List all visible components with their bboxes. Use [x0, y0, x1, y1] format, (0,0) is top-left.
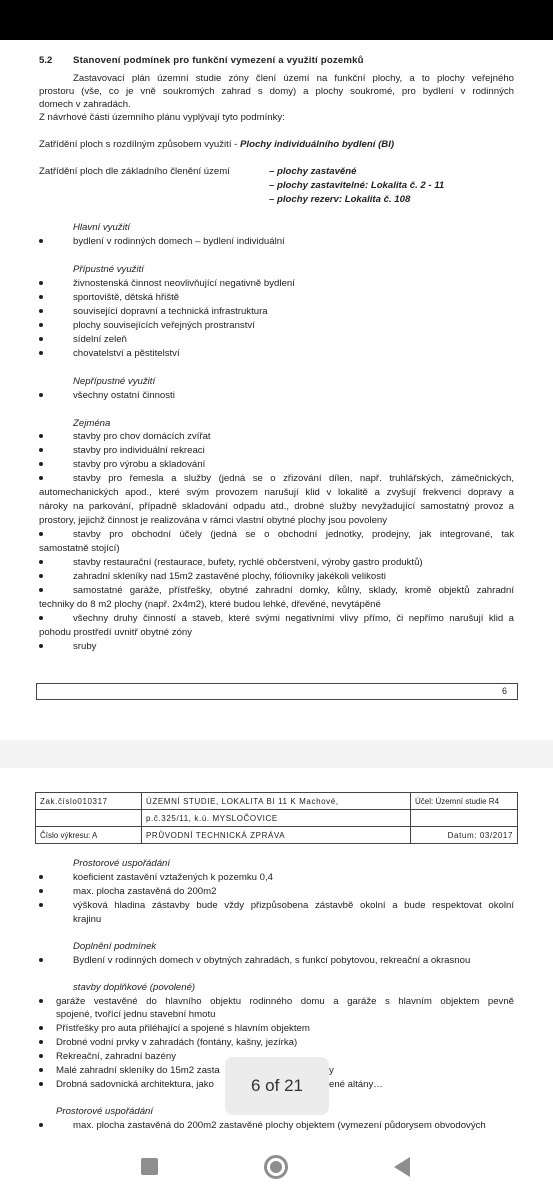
extra-item-tail: y	[329, 1065, 334, 1076]
especially-item: sruby	[73, 641, 97, 652]
zak-cislo: Zak.číslo010317	[36, 793, 142, 810]
extra-item-cont: spojené, tvořící jednu stavební hmotu	[56, 1009, 216, 1020]
allowed-item: související dopravní a technická infrastruktura	[73, 306, 268, 317]
bullet	[39, 462, 43, 466]
spatial2-heading: Prostorové uspořádání	[56, 1106, 154, 1117]
page-number: 6	[501, 686, 507, 696]
bullet	[39, 1082, 43, 1086]
page-indicator: 6 of 21	[225, 1057, 329, 1115]
especially-item-cont: nároky na parkování, případně skladování odpadu atd., drobné služby nevyžadující samostatný provoz a	[39, 501, 514, 512]
status-bar	[0, 0, 553, 40]
especially-item: samostatné garáže, přístřešky, obytné zahradní domky, kůlny, sklady, kromě objektů zahradní	[73, 585, 514, 596]
additional-item: Bydlení v rodinných domech v obytných zahradách, s funkcí pobytovou, rekreační a okrasnou	[73, 955, 471, 966]
header-purpose: Účel: Územní studie R4	[411, 793, 518, 810]
bullet	[39, 958, 43, 962]
bullet	[39, 434, 43, 438]
bullet	[39, 875, 43, 879]
bullet	[39, 323, 43, 327]
bullet	[39, 560, 43, 564]
page-footer	[36, 683, 518, 700]
intro-line: Z návrhové části územního plánu vyplývají tyto podmínky:	[39, 112, 285, 123]
especially-item-cont: automechanických apod., které svým provozem narušují klid v lokalitě a zvyšují frekvenci dopravy a	[39, 487, 514, 498]
extra-item: garáže vestavěné do hlavního objektu rodinného domu a garáže s hlavním objektem pevně	[56, 996, 514, 1007]
bullet	[39, 1068, 43, 1072]
bullet	[39, 351, 43, 355]
especially-item-cont: pohodu prostředí uvnitř obytné zóny	[39, 627, 193, 638]
document-page-6	[0, 40, 553, 740]
header-datum: Datum: 03/2017	[411, 827, 518, 844]
forbidden-heading: Nepřípustné využití	[73, 376, 156, 387]
bullet	[39, 1123, 43, 1127]
bullet	[39, 1054, 43, 1058]
section-title: Stanovení podmínek pro funkční vymezení a využití pozemků	[73, 55, 364, 66]
bullet	[39, 337, 43, 341]
especially-item: stavby pro řemesla a služby (jedná se o zřizování dílen, např. truhlářských, zámečnických,	[73, 473, 514, 484]
bullet	[39, 644, 43, 648]
especially-heading: Zejména	[73, 418, 111, 429]
spatial-heading: Prostorové uspořádání	[73, 858, 171, 869]
bullet	[39, 532, 43, 536]
circle-icon[interactable]	[264, 1155, 288, 1179]
extra-item: Drobné vodní prvky v zahradách (fontány, kašny, jezírka)	[56, 1037, 298, 1048]
spatial-item: výšková hladina zástavby bude vždy přizpůsobena zástavbě okolní a bude respektovat okolní	[73, 900, 514, 911]
square-icon[interactable]	[141, 1158, 158, 1175]
allowed-item: plochy souvisejících veřejných prostranství	[73, 320, 255, 331]
page-gap	[0, 740, 553, 768]
bullet	[39, 588, 43, 592]
spatial-item: max. plocha zastavěná do 200m2	[73, 886, 217, 897]
header-title-1: ÚZEMNÍ STUDIE, LOKALITA BI 11 K Machové,	[142, 793, 411, 810]
allowed-item: chovatelství a pěstitelství	[73, 348, 180, 359]
bullet	[39, 281, 43, 285]
bullet	[39, 999, 43, 1003]
forbidden-item: všechny ostatní činnosti	[73, 390, 175, 401]
extra-item: Drobná sadovnická architektura, jako	[56, 1079, 214, 1090]
allowed-item: sportoviště, dětská hřiště	[73, 292, 180, 303]
especially-item: stavby pro individuální rekreaci	[73, 445, 205, 456]
especially-item: zahradní skleníky nad 15m2 zastavěné plochy, fóliovníky jakékoli velikosti	[73, 571, 386, 582]
bullet	[39, 295, 43, 299]
bullet	[39, 574, 43, 578]
bullet	[39, 309, 43, 313]
basic-division-item: – plochy zastavitelné: Lokalita č. 2 - 11	[269, 180, 445, 191]
header-empty	[36, 810, 142, 827]
document-header-table	[35, 792, 518, 844]
header-title-2: p.č.325/11, k.ú. MYSLOČOVICE	[142, 810, 411, 827]
extra-item: Přístřešky pro auta přiléhající a spojené s hlavním objektem	[56, 1023, 310, 1034]
allowed-heading: Přípustné využití	[73, 264, 144, 275]
especially-item-cont: prostory, jejichž činnost je realizována v rámci vlastní obytné plochy jsou povoleny	[39, 515, 388, 526]
spatial2-item: max. plocha zastavěná do 200m2 zastavěné plochy objektem (vymezení půdorysem obvodových	[73, 1120, 486, 1131]
especially-item: stavby restaurační (restaurace, bufety, rychlé občerstvení, výroby gastro produktů)	[73, 557, 423, 568]
main-use-item: bydlení v rodinných domech – bydlení individuální	[73, 236, 285, 247]
extra-heading: stavby doplňkové (povolené)	[73, 982, 196, 993]
basic-division-item: – plochy zastavěné	[269, 166, 357, 177]
triangle-back-icon[interactable]	[394, 1157, 410, 1177]
bullet	[39, 1026, 43, 1030]
bullet	[39, 393, 43, 397]
navigation-bar	[0, 1148, 553, 1200]
bullet	[39, 1040, 43, 1044]
bullet	[39, 448, 43, 452]
header-vykres: Číslo výkresu: A	[36, 827, 142, 844]
extra-item: Rekreační, zahradní bazény	[56, 1051, 176, 1062]
especially-item-cont: techniky do 8 m2 plochy (např. 2x4m2), které budou lehké, dřevěné, nevytápěné	[39, 599, 381, 610]
extra-item-tail: ené altány…	[329, 1079, 383, 1090]
spatial-item-cont: krajinu	[73, 914, 102, 925]
especially-item: stavby pro obchodní účely (jedná se o obchodní jednotky, prodejny, jak integrované, tak	[73, 529, 514, 540]
bullet	[39, 903, 43, 907]
especially-item-cont: samostatně stojící)	[39, 543, 120, 554]
classification-value: Plochy individuálního bydlení (BI)	[240, 139, 395, 150]
intro-line: domech v zahradách.	[39, 99, 131, 110]
intro-line: prostoru (vše, co je vně soukromých zahrad s domy) a plochy soukromé, pro bydlení v rodinných	[39, 86, 514, 97]
allowed-item: sídelní zeleň	[73, 334, 127, 345]
extra-item: Malé zahradní skleníky do 15m2 zasta	[56, 1065, 220, 1076]
main-use-heading: Hlavní využití	[73, 222, 131, 233]
bullet	[39, 889, 43, 893]
header-empty	[411, 810, 518, 827]
additional-heading: Doplnění podmínek	[73, 941, 157, 952]
bullet	[39, 476, 43, 480]
section-number: 5.2	[39, 55, 53, 66]
especially-item: stavby pro chov domácích zvířat	[73, 431, 211, 442]
especially-item: stavby pro výrobu a skladování	[73, 459, 206, 470]
header-report: PRŮVODNÍ TECHNICKÁ ZPRÁVA	[142, 827, 411, 844]
classification-prefix: Zatřídění ploch s rozdílným způsobem využití -	[39, 139, 241, 150]
especially-item: všechny druhy činností a staveb, které svými negativními vlivy přímo, či nepřímo narušují klid a	[73, 613, 514, 624]
bullet	[39, 616, 43, 620]
basic-division-label: Zatřídění ploch dle základního členění území	[39, 166, 230, 177]
bullet	[39, 239, 43, 243]
allowed-item: živnostenská činnost neovlivňující negativně bydlení	[73, 278, 295, 289]
spatial-item: koeficient zastavění vztažených k pozemku 0,4	[73, 872, 273, 883]
classification-line	[39, 138, 394, 151]
basic-division-item: – plochy rezerv: Lokalita č. 108	[269, 194, 411, 205]
intro-line: Zastavovací plán územní studie zóny člení území na funkční plochy, a to plochy veřejného	[73, 73, 514, 84]
